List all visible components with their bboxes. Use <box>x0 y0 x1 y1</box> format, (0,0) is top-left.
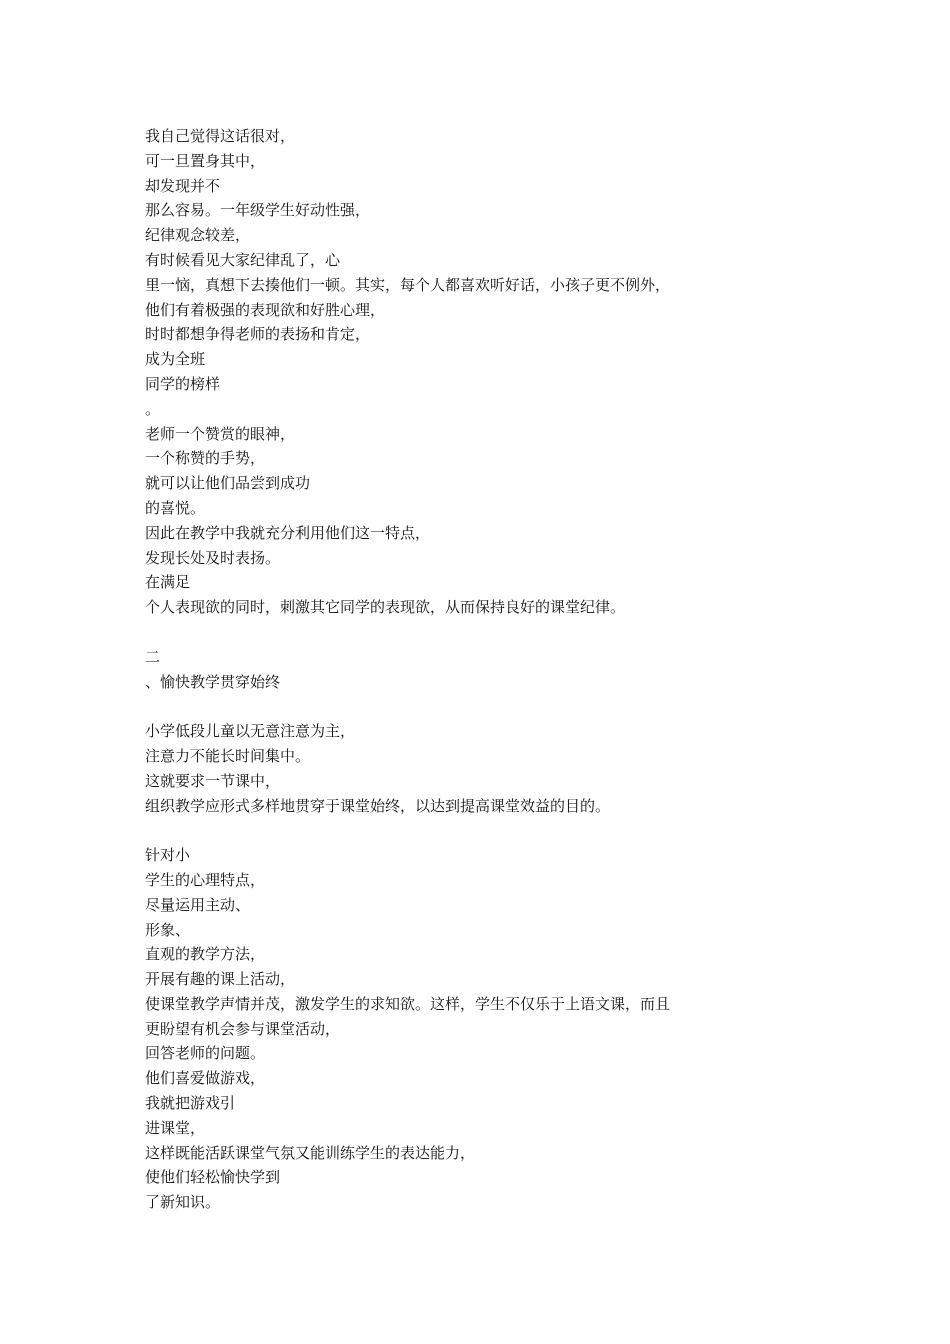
text-line: 回答老师的问题。 <box>145 1044 266 1063</box>
text-line: 有时候看见大家纪律乱了，心 <box>145 250 341 269</box>
text-line: 同学的榜样 <box>145 374 221 393</box>
text-line: 那么容易。一年级学生好动性强， <box>145 201 371 220</box>
text-line: 就可以让他们品尝到成功 <box>145 474 311 493</box>
text-line: 这样既能活跃课堂气氛又能训练学生的表达能力， <box>145 1143 476 1162</box>
text-line: 小学低段儿童以无意注意为主， <box>145 722 356 741</box>
blank-line <box>145 620 845 645</box>
text-line: 针对小 <box>145 846 191 865</box>
text-line: 他们有着极强的表现欲和好胜心理， <box>145 300 386 319</box>
text-line: 使他们轻松愉快学到 <box>145 1168 281 1187</box>
text-line: 尽量运用主动、 <box>145 895 251 914</box>
text-line: 一个称赞的手势， <box>145 449 266 468</box>
text-line: 开展有趣的课上活动， <box>145 970 296 989</box>
text-line: 进课堂， <box>145 1118 206 1137</box>
blank-line <box>145 818 845 843</box>
text-line: 我就把游戏引 <box>145 1094 236 1113</box>
text-line: 。 <box>145 399 161 418</box>
text-line: 可一旦置身其中， <box>145 151 266 170</box>
text-line: 这就要求一节课中， <box>145 771 281 790</box>
text-line: 注意力不能长时间集中。 <box>145 746 311 765</box>
text-line: 发现长处及时表扬。 <box>145 548 281 567</box>
section-heading-title: 、愉快教学贯穿始终 <box>145 672 281 691</box>
text-line: 因此在教学中我就充分利用他们这一特点， <box>145 523 431 542</box>
text-line: 他们喜爱做游戏， <box>145 1069 266 1088</box>
text-line: 学生的心理特点， <box>145 870 266 889</box>
text-line: 使课堂教学声情并茂，激发学生的求知欲。这样，学生不仅乐于上语文课，而且 <box>145 994 671 1013</box>
text-line: 老师一个赞赏的眼神， <box>145 424 296 443</box>
text-line: 形象、 <box>145 920 191 939</box>
text-line: 组织教学应形式多样地贯穿于课堂始终，以达到提高课堂效益的目的。 <box>145 796 611 815</box>
text-line: 纪律观念较差， <box>145 226 251 245</box>
text-line: 更盼望有机会参与课堂活动， <box>145 1019 341 1038</box>
text-line: 时时都想争得老师的表扬和肯定， <box>145 325 371 344</box>
text-line: 却发现并不 <box>145 176 221 195</box>
text-line: 我自己觉得这话很对， <box>145 127 296 145</box>
section-heading-number: 二 <box>145 647 161 666</box>
text-line: 成为全班 <box>145 350 206 369</box>
text-line: 里一恼，真想下去揍他们一顿。其实，每个人都喜欢听好话，小孩子更不例外， <box>145 275 671 294</box>
text-line: 个人表现欲的同时，刺激其它同学的表现欲，从而保持良好的课堂纪律。 <box>145 598 626 617</box>
document-body <box>145 124 845 1215</box>
blank-line <box>145 694 845 719</box>
text-line: 了新知识。 <box>145 1193 221 1212</box>
text-line: 直观的教学方法， <box>145 945 266 964</box>
text-line: 在满足 <box>145 573 191 592</box>
text-line: 的喜悦。 <box>145 498 206 517</box>
